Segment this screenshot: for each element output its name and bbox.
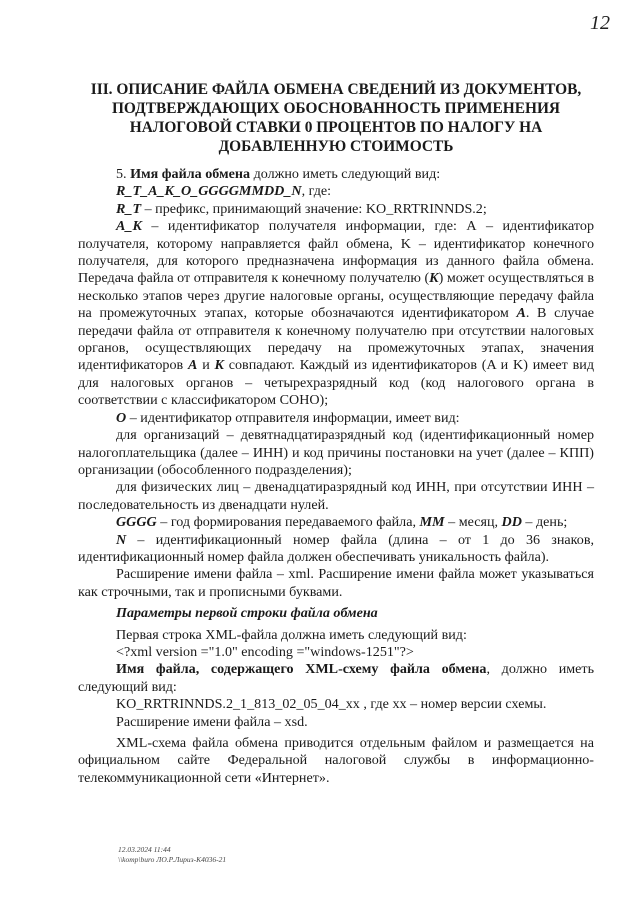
paragraph-sender-id <box>78 410 594 427</box>
paragraph-file-format <box>78 183 594 200</box>
term-file-name: Имя файла обмена <box>130 166 251 182</box>
text: ) может осуществляться в несколько этапов через другие налоговые органы, осуществляющие передачу файла на промежуточных этапах, которые обозначаются идентификатором <box>78 270 594 322</box>
term-sender: O <box>116 409 127 426</box>
term: N <box>116 531 127 548</box>
paragraph-individuals: для физических лиц – двенадцатиразрядный код ИНН, при отсутствии ИНН – последовательность из двенадцати нулей. <box>78 479 594 513</box>
text: – идентификатор получателя информации, где: А – идентификатор получателя, которому направляется файл обмена, K – идентификатор конечного получателя, для которого предназначена информация из данного файла обмена. Передача файла от отправителя к конечному получателю ( <box>78 218 594 287</box>
section-title <box>78 80 594 156</box>
paragraph-prefix <box>78 201 594 218</box>
title-line: ПОДТВЕРЖДАЮЩИХ ОБОСНОВАННОСТЬ ПРИМЕНЕНИЯ <box>111 100 561 117</box>
paragraph-xsd: Расширение имени файла – xsd. <box>116 713 308 730</box>
paragraph-file-name-intro <box>78 166 594 183</box>
term: А <box>187 357 198 374</box>
text: , должно иметь следующий вид: <box>78 661 595 695</box>
text: . В случае передачи файла от отправителя к конечному получателю при отсутствии налоговых органов, осуществляющих передачу на промежуточных этапах, значения идентификаторов <box>78 305 595 374</box>
clause-number: 5. <box>116 166 131 182</box>
paragraph-first-line: Первая строка XML-файла должна иметь следующий вид: <box>116 626 467 643</box>
text: – день; <box>521 514 568 531</box>
term: GGGG <box>116 514 157 531</box>
schema-file-name: KO_RRTRINNDS.2_1_813_02_05_04_xx , где хх – номер версии схемы. <box>116 696 547 713</box>
title-line: НАЛОГОВОЙ СТАВКИ 0 ПРОЦЕНТОВ ПО НАЛОГУ НА <box>129 119 543 136</box>
title-line: ДОБАВЛЕННУЮ СТОИМОСТЬ <box>218 138 454 155</box>
footer-date: 12.03.2024 11:44 <box>118 845 171 854</box>
paragraph-date <box>78 514 594 531</box>
paragraph-schema-name <box>78 661 594 696</box>
file-name-pattern: R_T_A_K_O_GGGGMMDD_N <box>116 183 302 200</box>
text: , где: <box>301 183 332 200</box>
paragraph-extension: Расширение имени файла – xml. Расширение имени файла может указываться как строчными, так и прописными буквами. <box>78 566 594 600</box>
text: – год формирования передаваемого файла, <box>156 514 420 531</box>
paragraph-file-number <box>78 532 594 567</box>
text: должно иметь следующий вид: <box>250 166 441 182</box>
heading-text: Параметры первой строки файла обмена <box>116 605 378 622</box>
term: DD <box>501 514 522 531</box>
term: K <box>429 270 439 287</box>
term: K <box>214 357 224 374</box>
text: – префикс, принимающий значение: KO_RRTRINNDS.2; <box>141 200 487 217</box>
document-body <box>78 80 594 787</box>
term-schema: Имя файла, содержащего XML-схему файла обмена <box>116 661 487 678</box>
paragraph-recipient-id <box>78 218 594 409</box>
footer-stamp <box>118 845 226 865</box>
text: – идентификационный номер файла (длина – от 1 до 36 знаков, идентификационный номер файла должен обеспечивать уникальность файла). <box>78 531 594 565</box>
footer-path: \\komp\buro ЛО.Р.Лириз-К4036-21 <box>118 855 227 864</box>
xml-declaration: <?xml version ="1.0" encoding ="windows-1251"?> <box>116 643 414 660</box>
term-prefix: R_T <box>116 200 142 217</box>
params-heading <box>78 605 594 622</box>
title-line: III. ОПИСАНИЕ ФАЙЛА ОБМЕНА СВЕДЕНИЙ ИЗ ДОКУМЕНТОВ, <box>90 81 582 98</box>
text: – идентификатор отправителя информации, имеет вид: <box>126 409 460 426</box>
text: и <box>197 357 215 374</box>
term-recipient: A_K <box>116 218 142 235</box>
text: – месяц, <box>444 514 502 531</box>
term: MM <box>419 514 445 531</box>
page-number: 12 <box>590 12 610 34</box>
term: А <box>516 305 526 322</box>
paragraph-organizations: для организаций – девятнадцатиразрядный код (идентификационный номер налогоплательщика (далее – ИНН) и код причины постановки на учет (далее – КПП) организации (обособленного подразделения); <box>78 427 594 478</box>
text: совпадают. Каждый из идентификаторов (A и K) имеет вид для налоговых органов – четырехразрядный код (код налогового органа в соответствии с классификатором СОНО); <box>78 357 594 409</box>
paragraph-publication: XML-схема файла обмена приводится отдельным файлом и размещается на официальном сайте Федеральной налоговой службы в информационно-телекоммуникационной сети «Интернет». <box>78 735 594 786</box>
